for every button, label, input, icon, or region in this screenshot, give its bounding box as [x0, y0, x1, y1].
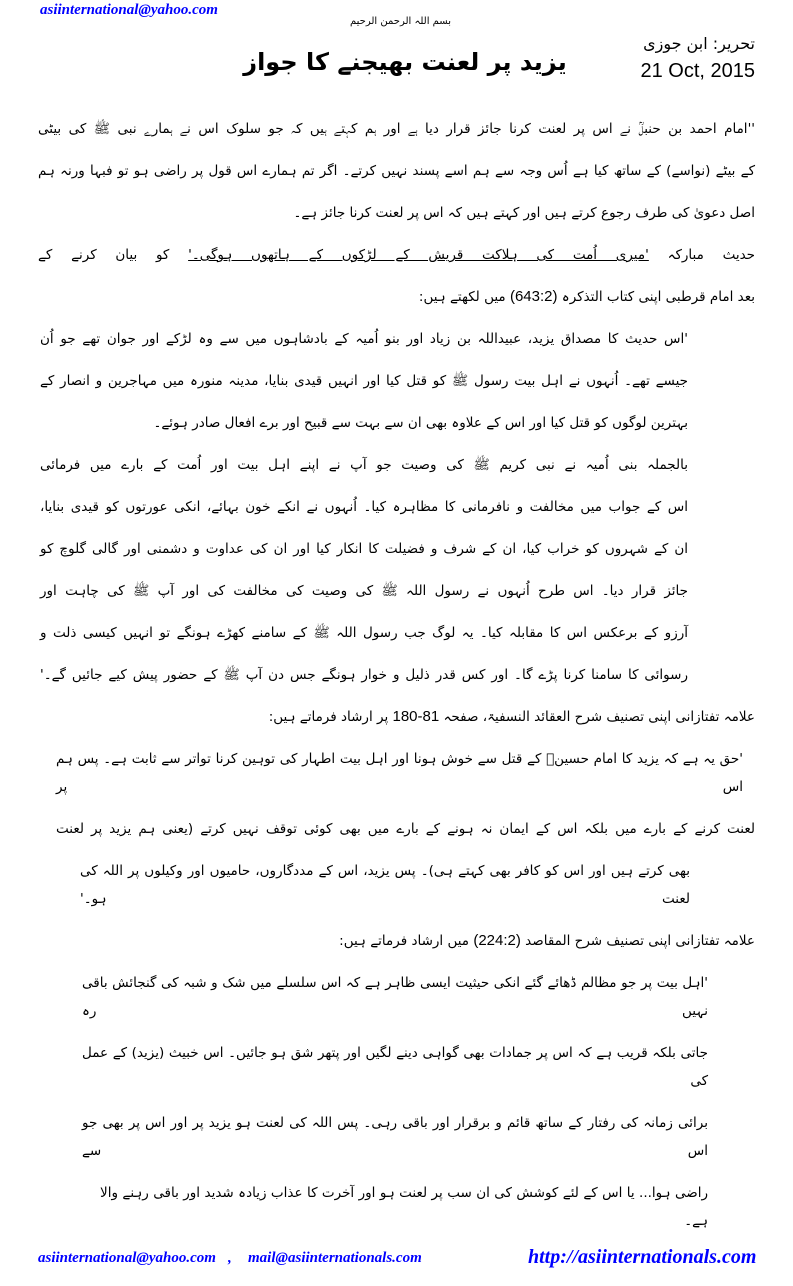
quote-line: 'اس حدیث کا مصداق یزید، عبیداللہ بن زیاد اور بنو اُمیہ کے بادشاہوں میں سے وہ لڑکے اور جوان تھے جو اُن	[40, 331, 688, 347]
bismillah: بسم اللہ الرحمن الرحیم	[350, 16, 452, 27]
taftazani-citation-line	[38, 920, 755, 962]
quote-line: بھی کرتے ہیں اور اس کو کافر بھی کہتے ہی)۔ پس یزید، اس کے مددگاروں، حامیوں اور وکیلوں پر اللہ کی لعنت ہو۔'	[80, 863, 690, 907]
citation-text: علامہ تفتازانی اپنی تصنیف شرح العقائد النسفیۃ، صفحہ	[443, 709, 755, 725]
quote-line: اس کے جواب میں مخالفت و نافرمانی کا مظاہرہ کیا۔ اُنہوں نے انکے خون بہائے، انکی عورتوں کو قیدی بنایا،	[40, 499, 688, 515]
taftazani-citation-line	[38, 696, 755, 738]
article-body	[0, 108, 793, 1242]
page-footer	[0, 1246, 793, 1286]
quote-line: برائی زمانہ کی رفتار کے ساتھ قائم و برقرار اور باقی رہی۔ پس اللہ کی لعنت ہو یزید پر اور اس پر بھی جو اس سے	[82, 1115, 708, 1159]
body-line: کے بیٹے (نواسے) کے ساتھ کیا ہے اُس وجہ سے ہم اسے پسند نہیں کرتے۔ اگر تم ہمارے اس قول پر راضی ہو تو فبہا ورنہ ہم	[38, 163, 755, 179]
page-title: یزید پر لعنت بھیجنے کا جواز	[243, 48, 567, 76]
quote-line: رسوائی کا سامنا کرنا پڑے گا۔ اور کس قدر ذلیل و خوار ہونگے جس دن آپ ﷺ کے حضور پیش کیے جائیں گے۔'	[40, 667, 688, 683]
footer-email-link-2[interactable]: mail@asiinternationals.com	[248, 1250, 422, 1266]
citation-text: بعد امام قرطبی اپنی کتاب التذکرہ	[561, 289, 755, 305]
footer-separator: ,	[228, 1250, 232, 1266]
qurtubi-citation-line	[38, 276, 755, 318]
citation-text: پر ارشاد فرماتے ہیں:	[268, 709, 389, 725]
hadith-outro: کو بیان کرنے کے	[38, 247, 170, 263]
citation-text: میں ارشاد فرماتے ہیں:	[339, 933, 470, 949]
quote-line: راضی ہوا... یا اس کے لئے کوشش کی ان سب پر لعنت ہو اور آخرت کا عذاب زیادہ شدید اور باقی رہنے والا ہے۔	[100, 1185, 708, 1229]
author-byline: تحریر: ابن جوزی	[643, 34, 755, 53]
citation-text: علامہ تفتازانی اپنی تصنیف شرح المقاصد	[525, 933, 755, 949]
citation-text: میں لکھتے ہیں:	[418, 289, 506, 305]
hadith-quote: 'میری اُمت کی ہلاکت قریش کے لڑکوں کے ہاتھوں ہوگی۔'	[188, 247, 649, 263]
citation-reference: (643:2)	[509, 288, 558, 305]
footer-email-link[interactable]: asiinternational@yahoo.com	[38, 1250, 216, 1266]
quote-line: بالجملہ بنی اُمیہ نے نبی کریم ﷺ کی وصیت جو آپ نے اپنے اہل بیت اور اُمت کے بارے میں فرمائی	[40, 457, 688, 473]
website-link[interactable]: http://asiinternationals.com	[528, 1246, 757, 1268]
quote-line: لعنت کرنے کے بارے میں بلکہ اس کے ایمان نہ ہونے کے بارے میں بھی کوئی توقف نہیں کرتے (یعنی ہم یزید پر لعنت	[56, 821, 755, 837]
quote-line: جاتی بلکہ قریب ہے کہ اس پر جمادات بھی گواہی دینے لگیں اور پتھر شق ہو جائیں۔ اس خبیث (یزید) کے عمل کی	[82, 1045, 708, 1089]
quote-line: 'اہل بیت پر جو مظالم ڈھائے گئے انکی حیثیت ایسی ظاہر ہے کہ اس سلسلے میں شک و شبہ کی گنجائش باقی نہیں رہ	[82, 975, 708, 1019]
citation-reference: (224:2)	[473, 932, 521, 949]
hadith-intro: حدیث مبارکہ	[667, 247, 756, 263]
hadith-line	[38, 234, 755, 276]
page-header	[0, 0, 793, 108]
quote-line: آرزو کے برعکس اس کا مقابلہ کیا۔ یہ لوگ جب رسول اللہ ﷺ کے سامنے کھڑے ہونگے تو انہیں کیسی ذلت و	[40, 625, 688, 641]
header-email-link[interactable]: asiinternational@yahoo.com	[40, 2, 218, 18]
quote-line: ان کے شہروں کو خراب کیا، ان کے شرف و فضیلت کا انکار کیا اور ان کی عداوت و دشمنی اور گالی گلوچ کو	[40, 541, 688, 557]
body-line: ''امام احمد بن حنبلؒ نے اس پر لعنت کرنا جائز قرار دیا ہے اور ہم کہتے ہیں کہ جو سلوک اس نے ہمارے نبی ﷺ کی بیٹی	[38, 121, 755, 137]
quote-line: جائز قرار دیا۔ اس طرح اُنہوں نے رسول اللہ ﷺ کی وصیت کی مخالفت کی اور آپ ﷺ کی چاہت اور	[40, 583, 688, 599]
quote-line: بہترین لوگوں کو قتل کیا اور اس کے علاوہ بھی ان سے بہت سے قبیح اور برے افعال صادر ہوئے۔	[153, 415, 688, 431]
publish-date: 21 Oct, 2015	[640, 60, 755, 82]
body-line: اصل دعویٰ کی طرف رجوع کرتے ہیں اور کہتے ہیں کہ اس پر لعنت کرنا جائز ہے۔	[293, 205, 755, 221]
citation-reference: 180-81	[392, 708, 440, 725]
quote-line: جیسے تھے۔ اُنہوں نے اہل بیت رسول ﷺ کو قتل کیا اور انہیں قیدی بنایا، مدینہ منورہ میں مہاجرین و انصار کے	[40, 373, 688, 389]
quote-line: 'حق یہ ہے کہ یزید کا امام حسینؓ کے قتل سے خوش ہونا اور اہل بیت اطہار کی توہین کرنا تواتر سے ثابت ہے۔ پس ہم اس پر	[56, 751, 743, 795]
